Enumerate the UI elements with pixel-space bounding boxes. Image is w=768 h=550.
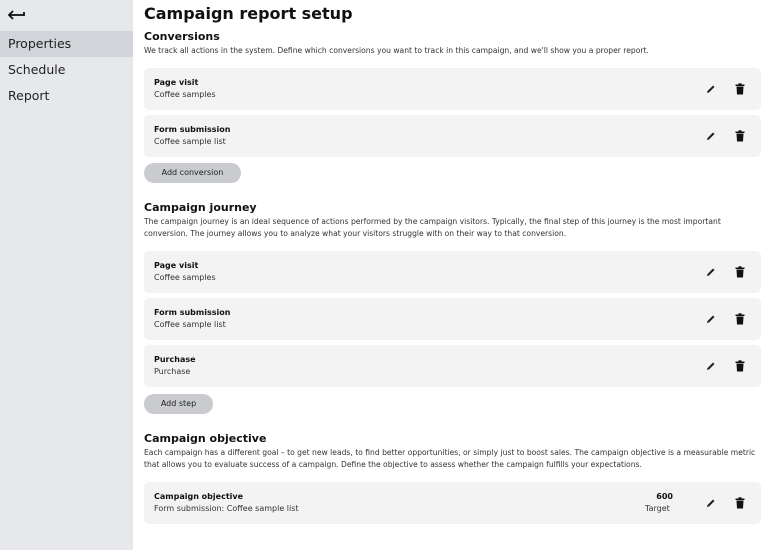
card-title: Page visit — [154, 78, 199, 87]
objective-card — [144, 482, 761, 524]
edit-button[interactable] — [704, 265, 718, 279]
delete-button[interactable] — [733, 265, 747, 279]
main-content — [144, 0, 762, 550]
card-title: Campaign objective — [154, 492, 244, 501]
sidebar-item-report[interactable]: Report — [8, 88, 50, 103]
objective-title: Campaign objective — [144, 432, 267, 445]
target-label: Target — [645, 504, 670, 513]
delete-button[interactable] — [733, 359, 747, 373]
edit-button[interactable] — [704, 82, 718, 96]
delete-button[interactable] — [733, 82, 747, 96]
journey-step-card — [144, 345, 761, 387]
sidebar — [0, 0, 133, 550]
sidebar-item-properties[interactable]: Properties — [0, 31, 133, 57]
add-conversion-button[interactable]: Add conversion — [144, 163, 241, 183]
delete-button[interactable] — [733, 312, 747, 326]
conversion-card — [144, 68, 761, 110]
card-subtitle: Purchase — [154, 367, 191, 376]
page-title: Campaign report setup — [144, 4, 353, 23]
back-button[interactable] — [6, 6, 26, 22]
trash-icon — [735, 497, 745, 509]
trash-icon — [735, 313, 745, 325]
edit-button[interactable] — [704, 496, 718, 510]
journey-description: The campaign journey is an ideal sequence of actions performed by the campaign visitors. Typically, the final step of this journey is the most important conversion. The journey allows you to analyze what your visitors struggle with on their way to that conversion. — [144, 217, 721, 238]
edit-button[interactable] — [704, 129, 718, 143]
delete-button[interactable] — [733, 129, 747, 143]
objective-description: Each campaign has a different goal – to get new leads, to find better opportunities, or simply just to boost sales. The campaign objective is a measurable metric that allows you to evaluate success of a campaign. Define the objective to assess whether the campaign fulfills your expectations. — [144, 448, 756, 469]
pencil-icon — [705, 360, 717, 372]
edit-button[interactable] — [704, 312, 718, 326]
pencil-icon — [705, 130, 717, 142]
journey-title: Campaign journey — [144, 201, 257, 214]
delete-button[interactable] — [733, 496, 747, 510]
pencil-icon — [705, 313, 717, 325]
card-title: Page visit — [154, 261, 199, 270]
pencil-icon — [705, 266, 717, 278]
edit-button[interactable] — [704, 359, 718, 373]
conversion-card — [144, 115, 761, 157]
card-title: Purchase — [154, 355, 196, 364]
arrow-left-icon — [7, 8, 25, 20]
add-step-button[interactable]: Add step — [144, 394, 213, 414]
card-subtitle: Coffee sample list — [154, 320, 226, 329]
journey-step-card — [144, 251, 761, 293]
card-subtitle: Form submission: Coffee sample list — [154, 504, 299, 513]
trash-icon — [735, 130, 745, 142]
pencil-icon — [705, 83, 717, 95]
trash-icon — [735, 266, 745, 278]
pencil-icon — [705, 497, 717, 509]
card-title: Form submission — [154, 125, 231, 134]
card-subtitle: Coffee sample list — [154, 137, 226, 146]
conversions-description: We track all actions in the system. Define which conversions you want to track in this campaign, and we'll show you a proper report. — [144, 46, 649, 55]
card-subtitle: Coffee samples — [154, 90, 216, 99]
conversions-title: Conversions — [144, 30, 220, 43]
trash-icon — [735, 360, 745, 372]
journey-step-card — [144, 298, 761, 340]
card-subtitle: Coffee samples — [154, 273, 216, 282]
sidebar-item-schedule[interactable]: Schedule — [8, 62, 66, 77]
card-title: Form submission — [154, 308, 231, 317]
trash-icon — [735, 83, 745, 95]
target-value: 600 — [656, 492, 673, 501]
